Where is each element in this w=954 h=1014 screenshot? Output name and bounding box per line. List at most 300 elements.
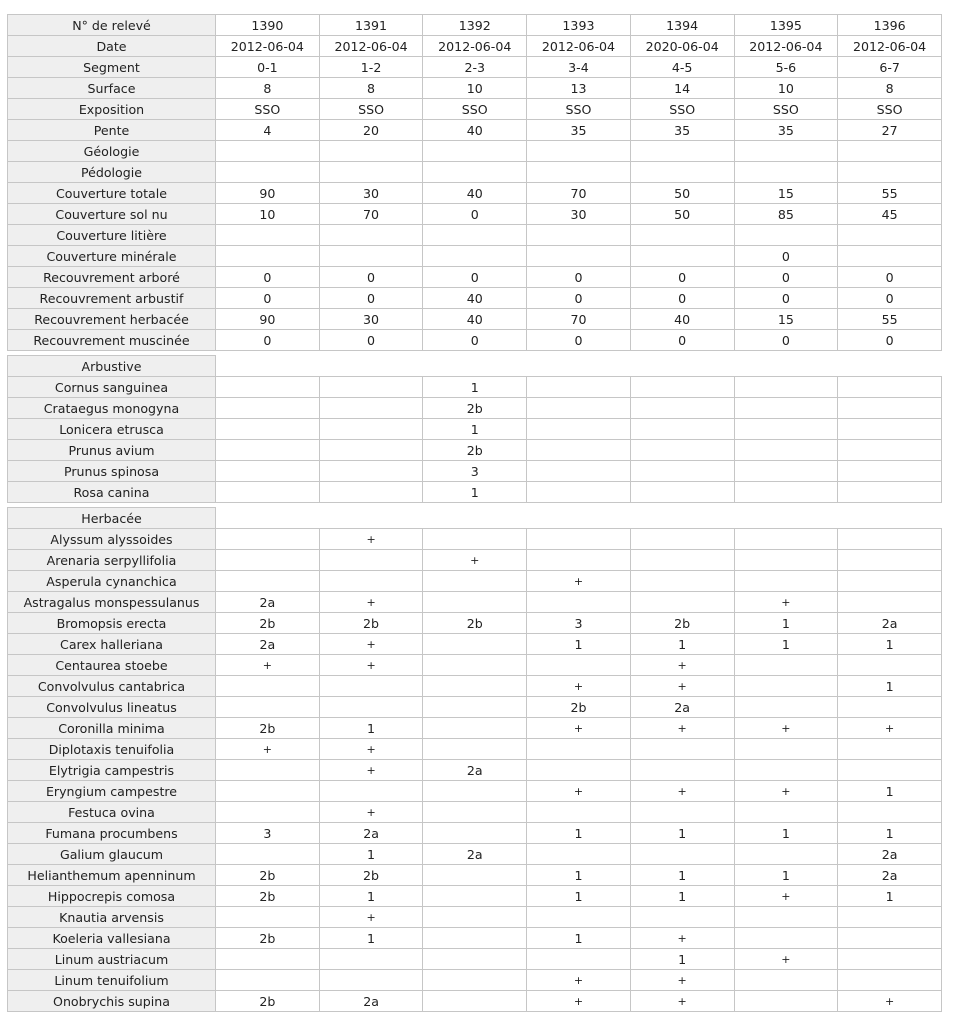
cell-1396: 1	[838, 676, 942, 697]
row-label: Géologie	[8, 141, 216, 162]
cell-1395	[734, 529, 838, 550]
cell-1390: 2b	[216, 928, 320, 949]
cell-1390: 10	[216, 204, 320, 225]
cell-1393	[527, 802, 631, 823]
cell-1393: +	[527, 781, 631, 802]
row-label: Convolvulus lineatus	[8, 697, 216, 718]
cell-1392	[423, 655, 527, 676]
cell-1395	[734, 739, 838, 760]
cell-1392	[423, 949, 527, 970]
cell-1391	[319, 461, 423, 482]
species-row-carex-halleriana	[8, 634, 942, 655]
row-label: Crataegus monogyna	[8, 398, 216, 419]
cell-1392	[423, 141, 527, 162]
cell-1396	[838, 907, 942, 928]
cell-1390: 0	[216, 267, 320, 288]
cell-1393: 0	[527, 330, 631, 351]
cell-1393: 1	[527, 928, 631, 949]
cell-1391	[319, 246, 423, 267]
cell-1395	[734, 928, 838, 949]
row-label: Recouvrement arbustif	[8, 288, 216, 309]
cell-1395: +	[734, 781, 838, 802]
cell-1396: 1	[838, 886, 942, 907]
cell-1396	[838, 440, 942, 461]
cell-1394	[630, 739, 734, 760]
cell-1394: 0	[630, 330, 734, 351]
species-row-prunus-avium	[8, 440, 942, 461]
row-label: Rosa canina	[8, 482, 216, 503]
cell-1395	[734, 419, 838, 440]
species-row-convolvulus-cantabrica	[8, 676, 942, 697]
cell-1393	[527, 225, 631, 246]
section-header-arbustive	[8, 356, 942, 377]
row-label: Recouvrement arboré	[8, 267, 216, 288]
cell-1391	[319, 162, 423, 183]
cell-1394	[630, 377, 734, 398]
cell-1391	[319, 398, 423, 419]
cell-1392	[423, 781, 527, 802]
cell-1391	[319, 781, 423, 802]
cell-1391: 2a	[319, 823, 423, 844]
cell-1395	[734, 461, 838, 482]
cell-1392	[423, 634, 527, 655]
row-label: Carex halleriana	[8, 634, 216, 655]
cell-1394: 2b	[630, 613, 734, 634]
row-label: Alyssum alyssoides	[8, 529, 216, 550]
cell-1390	[216, 802, 320, 823]
row-label: N° de relevé	[8, 15, 216, 36]
species-row-onobrychis-supina	[8, 991, 942, 1012]
cell-1393: 13	[527, 78, 631, 99]
species-row-centaurea-stoebe	[8, 655, 942, 676]
row-label: Recouvrement muscinée	[8, 330, 216, 351]
row-label: Couverture sol nu	[8, 204, 216, 225]
row-label: Couverture totale	[8, 183, 216, 204]
cell-1392	[423, 697, 527, 718]
cell-1390	[216, 419, 320, 440]
cell-1391: 2b	[319, 613, 423, 634]
cell-1396: 55	[838, 183, 942, 204]
cell-1394	[630, 844, 734, 865]
cell-1394: 0	[630, 288, 734, 309]
cell-1390	[216, 907, 320, 928]
cell-1390	[216, 377, 320, 398]
cell-1392	[423, 865, 527, 886]
cell-1393: +	[527, 676, 631, 697]
cell-1391: 70	[319, 204, 423, 225]
species-row-astragalus-monspessulanus	[8, 592, 942, 613]
row-label: Date	[8, 36, 216, 57]
cell-1391	[319, 970, 423, 991]
arbustive-table	[7, 355, 942, 503]
cell-1395	[734, 141, 838, 162]
cell-1392	[423, 225, 527, 246]
cell-1394	[630, 162, 734, 183]
cell-1395	[734, 550, 838, 571]
cell-1390	[216, 440, 320, 461]
cell-1396	[838, 398, 942, 419]
cell-1391: 8	[319, 78, 423, 99]
cell-1395	[734, 970, 838, 991]
cell-1393: SSO	[527, 99, 631, 120]
species-row-linum-austriacum	[8, 949, 942, 970]
cell-1394: 1	[630, 886, 734, 907]
species-row-elytrigia-campestris	[8, 760, 942, 781]
cell-1395: SSO	[734, 99, 838, 120]
cell-1392	[423, 676, 527, 697]
cell-1395	[734, 482, 838, 503]
cell-1393	[527, 550, 631, 571]
cell-1396	[838, 550, 942, 571]
cell-1396: 2a	[838, 865, 942, 886]
cell-1392	[423, 529, 527, 550]
cell-1394: 0	[630, 267, 734, 288]
cell-1391: +	[319, 739, 423, 760]
cell-1395	[734, 225, 838, 246]
species-row-eryngium-campestre	[8, 781, 942, 802]
cell-1390: 90	[216, 183, 320, 204]
cell-1393: 2012-06-04	[527, 36, 631, 57]
cell-1392: 2b	[423, 398, 527, 419]
cell-1394: 35	[630, 120, 734, 141]
row-label: Eryngium campestre	[8, 781, 216, 802]
species-row-knautia-arvensis	[8, 907, 942, 928]
cell-1394: +	[630, 928, 734, 949]
cell-1391	[319, 419, 423, 440]
cell-1390	[216, 225, 320, 246]
cell-1394: +	[630, 676, 734, 697]
cell-1396: 45	[838, 204, 942, 225]
cell-1391: 30	[319, 183, 423, 204]
cell-1390: 0	[216, 330, 320, 351]
cell-1390: 3	[216, 823, 320, 844]
cell-1391: +	[319, 592, 423, 613]
row-label: Segment	[8, 57, 216, 78]
row-label: Pente	[8, 120, 216, 141]
cell-1396: 1396	[838, 15, 942, 36]
cell-1393	[527, 246, 631, 267]
header-row-surface	[8, 78, 942, 99]
cell-1396	[838, 461, 942, 482]
cell-1392	[423, 739, 527, 760]
cell-1391: 20	[319, 120, 423, 141]
cell-1394	[630, 529, 734, 550]
species-row-lonicera-etrusca	[8, 419, 942, 440]
cell-1390	[216, 760, 320, 781]
row-label: Linum tenuifolium	[8, 970, 216, 991]
cell-1396	[838, 739, 942, 760]
cell-1395: 1	[734, 613, 838, 634]
cell-1391: +	[319, 529, 423, 550]
cell-1393	[527, 377, 631, 398]
cell-1390	[216, 676, 320, 697]
cell-1394: 2a	[630, 697, 734, 718]
arbustive-tbody	[8, 356, 942, 503]
cell-1395: +	[734, 718, 838, 739]
header-row-pedologie	[8, 162, 942, 183]
cell-1395	[734, 844, 838, 865]
cell-1394: 14	[630, 78, 734, 99]
cell-1392: 0	[423, 204, 527, 225]
cell-1392	[423, 592, 527, 613]
cell-1396: 1	[838, 634, 942, 655]
species-row-crataegus-monogyna	[8, 398, 942, 419]
row-label: Festuca ovina	[8, 802, 216, 823]
cell-1392: 2b	[423, 613, 527, 634]
cell-1392	[423, 907, 527, 928]
cell-1391: 1	[319, 844, 423, 865]
cell-1394: 2020-06-04	[630, 36, 734, 57]
cell-1392	[423, 928, 527, 949]
cell-1391	[319, 141, 423, 162]
cell-1392	[423, 991, 527, 1012]
cell-1390: 90	[216, 309, 320, 330]
cell-1394: 1	[630, 865, 734, 886]
row-label: Elytrigia campestris	[8, 760, 216, 781]
header-row-n-de-releve	[8, 15, 942, 36]
cell-1393: +	[527, 991, 631, 1012]
cell-1396	[838, 482, 942, 503]
cell-1395: 35	[734, 120, 838, 141]
cell-1392	[423, 718, 527, 739]
cell-1392: 10	[423, 78, 527, 99]
cell-1396: 2a	[838, 844, 942, 865]
row-label: Exposition	[8, 99, 216, 120]
cell-1395: 1	[734, 634, 838, 655]
cell-1392: 1	[423, 482, 527, 503]
cell-1390	[216, 550, 320, 571]
cell-1394	[630, 440, 734, 461]
cell-1390	[216, 246, 320, 267]
row-label: Onobrychis supina	[8, 991, 216, 1012]
cell-1396	[838, 970, 942, 991]
header-row-couverture-totale	[8, 183, 942, 204]
cell-1392: 40	[423, 183, 527, 204]
header-row-pente	[8, 120, 942, 141]
cell-1393	[527, 655, 631, 676]
cell-1396: 55	[838, 309, 942, 330]
row-label: Centaurea stoebe	[8, 655, 216, 676]
cell-1391: 1	[319, 928, 423, 949]
species-row-cornus-sanguinea	[8, 377, 942, 398]
cell-1396: 1	[838, 823, 942, 844]
cell-1391	[319, 482, 423, 503]
cell-1391: +	[319, 802, 423, 823]
cell-1394	[630, 550, 734, 571]
cell-1396	[838, 246, 942, 267]
cell-1395	[734, 907, 838, 928]
cell-1392	[423, 823, 527, 844]
cell-1393: 3	[527, 613, 631, 634]
cell-1391	[319, 550, 423, 571]
row-label: Pédologie	[8, 162, 216, 183]
species-row-rosa-canina	[8, 482, 942, 503]
cell-1394: 40	[630, 309, 734, 330]
header-row-recouvrement-arbustif	[8, 288, 942, 309]
cell-1391: 2a	[319, 991, 423, 1012]
cell-1394	[630, 419, 734, 440]
cell-1395	[734, 697, 838, 718]
cell-1395: 1	[734, 865, 838, 886]
species-row-alyssum-alyssoides	[8, 529, 942, 550]
cell-1396	[838, 928, 942, 949]
cell-1391	[319, 440, 423, 461]
cell-1394: 50	[630, 204, 734, 225]
species-row-asperula-cynanchica	[8, 571, 942, 592]
cell-1394: 1	[630, 634, 734, 655]
cell-1393	[527, 949, 631, 970]
cell-1393	[527, 844, 631, 865]
cell-1395: 0	[734, 330, 838, 351]
cell-1391	[319, 377, 423, 398]
cell-1390: 8	[216, 78, 320, 99]
cell-1392: 40	[423, 288, 527, 309]
cell-1395	[734, 991, 838, 1012]
cell-1390	[216, 141, 320, 162]
row-label: Cornus sanguinea	[8, 377, 216, 398]
cell-1393: +	[527, 970, 631, 991]
cell-1392	[423, 162, 527, 183]
header-row-segment	[8, 57, 942, 78]
cell-1394: 1394	[630, 15, 734, 36]
species-row-bromopsis-erecta	[8, 613, 942, 634]
cell-1391: 1	[319, 718, 423, 739]
cell-1393: +	[527, 571, 631, 592]
header-row-recouvrement-herbacee	[8, 309, 942, 330]
row-label: Bromopsis erecta	[8, 613, 216, 634]
header-row-couverture-sol-nu	[8, 204, 942, 225]
cell-1390	[216, 529, 320, 550]
cell-1391	[319, 949, 423, 970]
species-row-koeleria-vallesiana	[8, 928, 942, 949]
row-label: Convolvulus cantabrica	[8, 676, 216, 697]
header-row-exposition	[8, 99, 942, 120]
section-title: Herbacée	[8, 508, 216, 529]
cell-1391: 1	[319, 886, 423, 907]
cell-1390: 0	[216, 288, 320, 309]
cell-1392: 2a	[423, 844, 527, 865]
cell-1393	[527, 419, 631, 440]
cell-1395: 1395	[734, 15, 838, 36]
cell-1394	[630, 802, 734, 823]
cell-1393: 1	[527, 823, 631, 844]
cell-1396	[838, 529, 942, 550]
cell-1393	[527, 162, 631, 183]
cell-1392: 40	[423, 309, 527, 330]
cell-1395: 15	[734, 183, 838, 204]
cell-1395: +	[734, 949, 838, 970]
species-row-helianthemum-apenninum	[8, 865, 942, 886]
cell-1393	[527, 141, 631, 162]
header-row-date	[8, 36, 942, 57]
cell-1392: 0	[423, 267, 527, 288]
species-row-convolvulus-lineatus	[8, 697, 942, 718]
cell-1396	[838, 655, 942, 676]
header-row-couverture-minerale	[8, 246, 942, 267]
cell-1393: 30	[527, 204, 631, 225]
cell-1395: 0	[734, 267, 838, 288]
cell-1392: 1	[423, 419, 527, 440]
cell-1394	[630, 225, 734, 246]
row-label: Asperula cynanchica	[8, 571, 216, 592]
header-row-recouvrement-muscinee	[8, 330, 942, 351]
species-row-arenaria-serpyllifolia	[8, 550, 942, 571]
cell-1391: 0	[319, 267, 423, 288]
cell-1396: 8	[838, 78, 942, 99]
cell-1396: 2a	[838, 613, 942, 634]
cell-1395: 0	[734, 246, 838, 267]
cell-1391: 2012-06-04	[319, 36, 423, 57]
cell-1393: 1	[527, 865, 631, 886]
herbacee-tbody	[8, 508, 942, 1012]
cell-1391: +	[319, 655, 423, 676]
cell-1392: 1392	[423, 15, 527, 36]
cell-1390: 2a	[216, 634, 320, 655]
cell-1391: +	[319, 634, 423, 655]
cell-1394	[630, 907, 734, 928]
cell-1392: 0	[423, 330, 527, 351]
cell-1395	[734, 655, 838, 676]
species-row-linum-tenuifolium	[8, 970, 942, 991]
cell-1392: 2a	[423, 760, 527, 781]
cell-1390: 2b	[216, 613, 320, 634]
header-row-recouvrement-arbore	[8, 267, 942, 288]
cell-1392	[423, 246, 527, 267]
cell-1392: 2b	[423, 440, 527, 461]
cell-1393: 1393	[527, 15, 631, 36]
cell-1392: 2-3	[423, 57, 527, 78]
cell-1393	[527, 440, 631, 461]
cell-1390	[216, 482, 320, 503]
cell-1394	[630, 592, 734, 613]
cell-1395: 2012-06-04	[734, 36, 838, 57]
cell-1390: SSO	[216, 99, 320, 120]
row-label: Coronilla minima	[8, 718, 216, 739]
cell-1395: 15	[734, 309, 838, 330]
cell-1396	[838, 802, 942, 823]
cell-1394: +	[630, 991, 734, 1012]
cell-1391	[319, 676, 423, 697]
cell-1396: SSO	[838, 99, 942, 120]
cell-1395: 5-6	[734, 57, 838, 78]
cell-1394: 4-5	[630, 57, 734, 78]
cell-1395	[734, 440, 838, 461]
row-label: Prunus avium	[8, 440, 216, 461]
cell-1396	[838, 162, 942, 183]
cell-1392: 2012-06-04	[423, 36, 527, 57]
cell-1392	[423, 970, 527, 991]
cell-1391: 1391	[319, 15, 423, 36]
cell-1396: 2012-06-04	[838, 36, 942, 57]
cell-1395: 1	[734, 823, 838, 844]
cell-1390: +	[216, 739, 320, 760]
releve-header-table	[7, 14, 942, 351]
cell-1395	[734, 802, 838, 823]
cell-1390	[216, 697, 320, 718]
cell-1393	[527, 760, 631, 781]
cell-1395	[734, 162, 838, 183]
cell-1390	[216, 844, 320, 865]
cell-1396: +	[838, 991, 942, 1012]
cell-1394	[630, 141, 734, 162]
cell-1390: 2b	[216, 718, 320, 739]
cell-1391	[319, 225, 423, 246]
cell-1396: 0	[838, 330, 942, 351]
cell-1396	[838, 592, 942, 613]
cell-1391: +	[319, 907, 423, 928]
cell-1391: 30	[319, 309, 423, 330]
cell-1393: 35	[527, 120, 631, 141]
